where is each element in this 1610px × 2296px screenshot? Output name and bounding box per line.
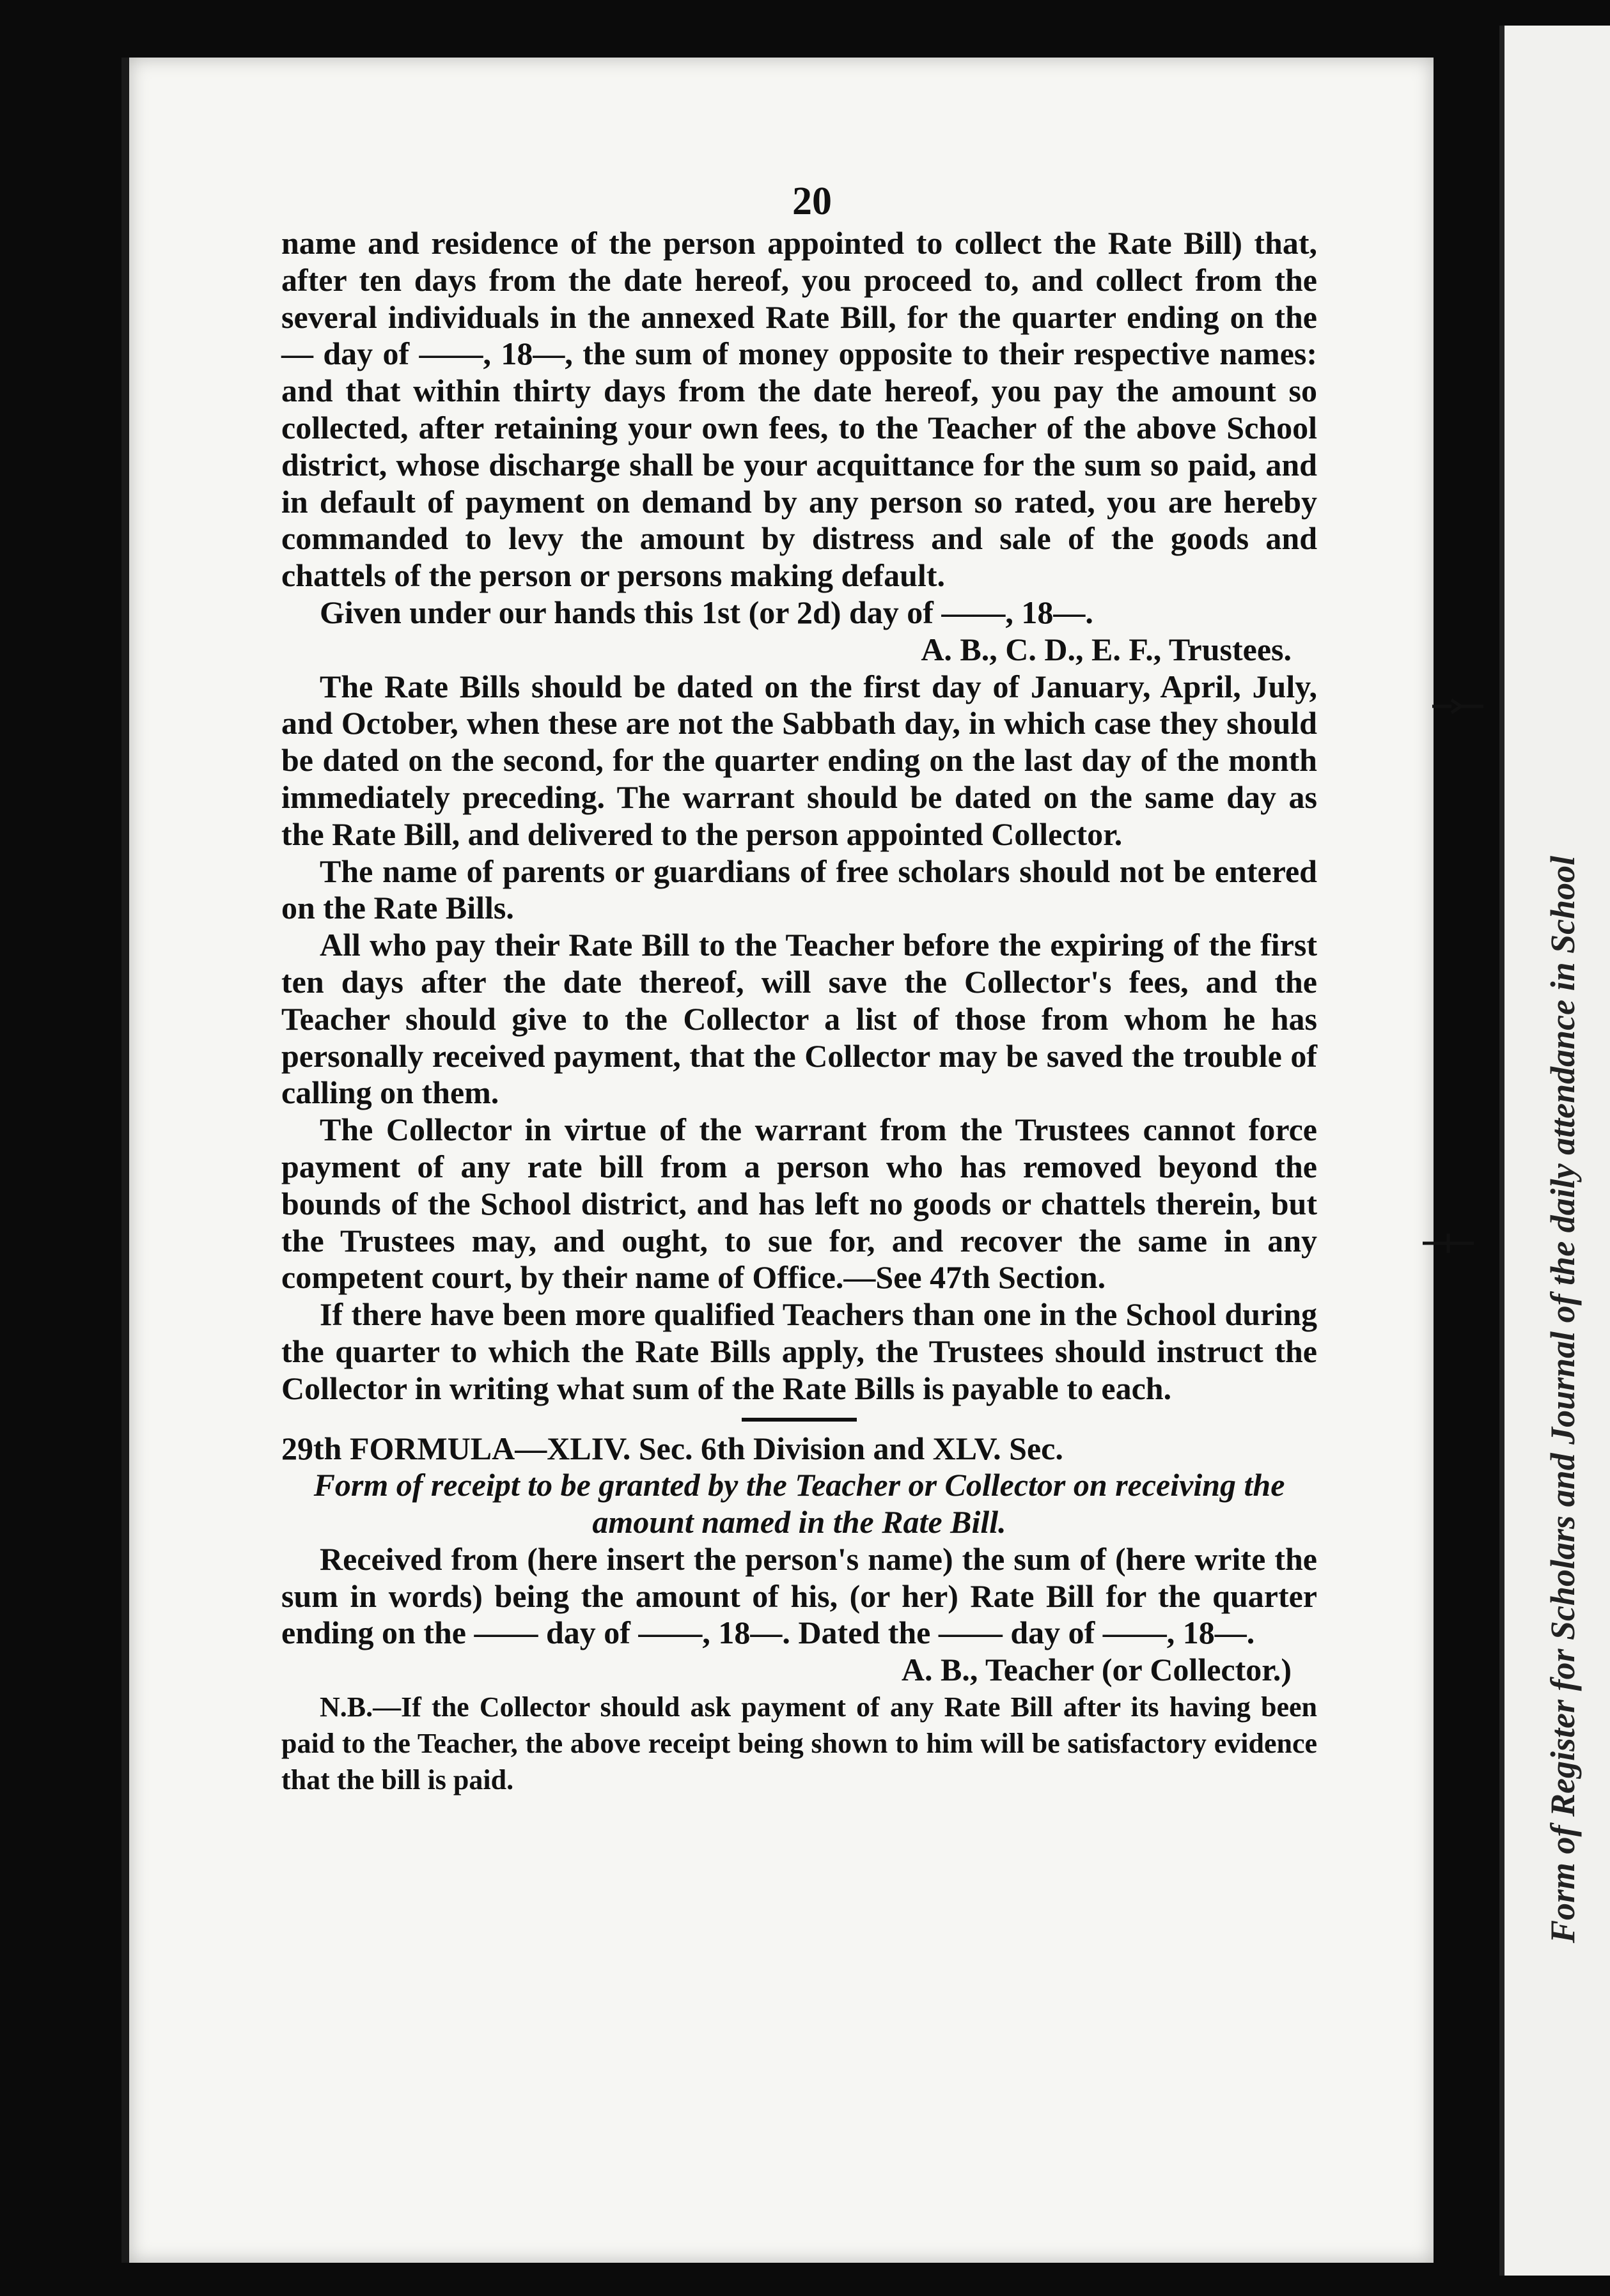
note-bene: N.B.—If the Collector should ask payment of any Rate Bill after its having been paid to the Teacher, the above receipt being shown to him will be satisfactory evidence that the bill is paid. — [281, 1691, 1317, 1796]
receipt-dated: Dated the —— day of ——, 18—. — [798, 1615, 1255, 1651]
receipt-text — [281, 1541, 1317, 1652]
binding-stitch-icon — [1432, 694, 1483, 719]
paragraph-given-under-hands: Given under our hands this 1st (or 2d) day of ——, 18—. — [320, 594, 1093, 630]
paragraph-pay-teacher: All who pay their Rate Bill to the Teacher before the expiring of the first ten days after the date thereof, will save the Collector's fees, and the Teacher should give to the Collector a list of those from whom he has personally received payment, that the Collector may be saved the trouble of calling on them. — [281, 927, 1317, 1111]
formula-subheading-lead: Form — [313, 1467, 389, 1503]
paragraph-free-scholars: The name of parents or guardians of free scholars should not be entered on the Rate Bills. — [281, 853, 1317, 926]
paragraph-rate-bill-dates: The Rate Bills should be dated on the first day of January, April, July, and October, when these are not the Sabbath day, in which case they should be dated on the second, for the quarter ending on the last day of the month immediately preceding. The warrant should be dated on the same day as the Rate Bill, and delivered to the person appointed Collector. — [281, 668, 1317, 852]
adjacent-page-vertical-text: Form of Register for Scholars and Journal of the daily attendance in School — [1544, 855, 1582, 1943]
paragraph-collector-warrant: The Collector in virtue of the warrant from the Trustees cannot force payment of any rate bill from a person who has removed beyond the bounds of the School district, and has left no goods or chattels therein, but the Trustees may, and ought, to sue for, and recover the same in any competent court, by their name of Office.—See 47th Section. — [281, 1112, 1317, 1296]
teacher-signature: A. B., Teacher (or Collector.) — [901, 1652, 1292, 1688]
section-divider — [742, 1418, 857, 1422]
binding-stitch-icon — [1423, 1230, 1474, 1256]
page-number: 20 — [792, 180, 832, 223]
receipt-body: Received from (here insert the person's name) the sum of (here write the sum in words) being the amount of his, (or her) Rate Bill for the quarter ending on the —— day of ——, 18—. — [281, 1540, 1317, 1651]
formula-subheading — [281, 1467, 1317, 1541]
trustees-signature: A. B., C. D., E. F., Trustees. — [921, 631, 1292, 667]
formula-heading: 29th FORMULA—XLIV. Sec. 6th Division and XLV. Sec. — [281, 1430, 1063, 1466]
paragraph-warrant-continued: name and residence of the person appointed to collect the Rate Bill) that, after ten days from the date hereof, you proceed to, and collect from the several individuals in the annexed Rate Bill, for the quarter ending on the — day of ——, 18—, the sum of money opposite to their respective names: and that within thirty days from the date hereof, you pay the amount so collected, after retaining your own fees, to the Teacher of the above School district, whose discharge shall be your acquittance for the sum so paid, and in default of payment on demand by any person so rated, you are hereby commanded to levy the amount by distress and sale of the goods and chattels of the person or persons making default. — [281, 225, 1317, 594]
paragraph-multiple-teachers: If there have been more qualified Teachers than one in the School during the quarter to which the Rate Bills apply, the Trustees should instruct the Collector in writing what sum of the Rate Bills is payable to each. — [281, 1296, 1317, 1406]
page-text — [281, 179, 1317, 1798]
adjacent-page-strip — [1499, 26, 1610, 2276]
formula-subheading-rest: of receipt to be granted by the Teacher or Collector on receiving the amount named in the Rate Bill. — [396, 1467, 1285, 1540]
